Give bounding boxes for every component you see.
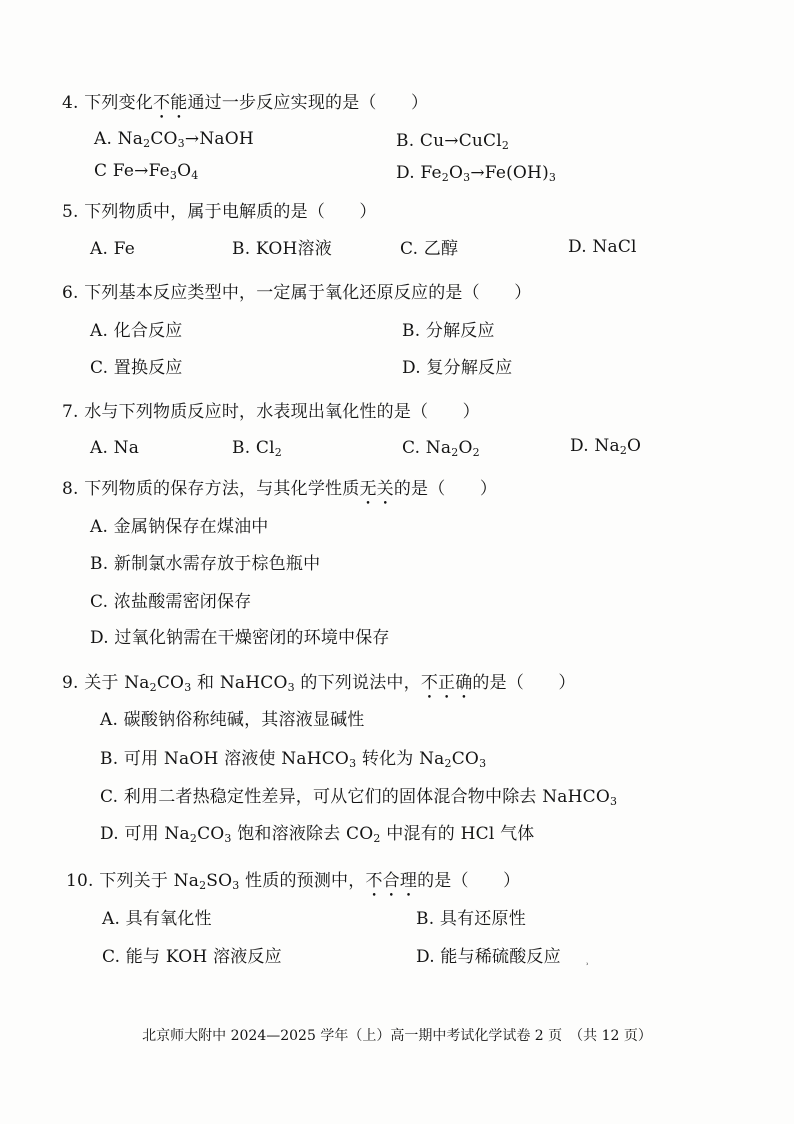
q6-option-c: C. 置换反应 (90, 358, 183, 378)
q5-stem: 5. 下列物质中，属于电解质的是（ ） (62, 202, 377, 222)
q8-option-d: D. 过氧化钠需在干燥密闭的环境中保存 (90, 628, 390, 648)
q7-option-b: B. $Cl_2$ (232, 438, 282, 459)
q9-option-b: B. 可用 NaOH 溶液使 NaHCO$_3$ 转化为 $Na_2CO_3$ (100, 749, 487, 770)
q5-option-a: A. Fe (90, 239, 136, 259)
page-footer: 北京师大附中 2024—2025 学年（上）高一期中考试化学试卷 2 页 （共 12 页） (142, 1028, 652, 1044)
q8-stem-emphasis: 无关 (359, 479, 394, 499)
q7-stem: 7. 水与下列物质反应时，水表现出氧化性的是（ ） (62, 402, 480, 422)
q8-option-b: B. 新制氯水需存放于棕色瓶中 (90, 554, 321, 574)
q4-stem-text: 4. 下列变化 (62, 93, 154, 113)
q4-option-b: B. Cu→CuCl$_2$ (396, 131, 510, 152)
q4-stem-text-end: 通过一步反应实现的是（ ） (187, 93, 429, 113)
q6-stem: 6. 下列基本反应类型中，一定属于氧化还原反应的是（ ） (62, 283, 532, 303)
q5-option-d: D. NaCl (568, 237, 637, 257)
q9-stem: 9. 关于 $Na_2CO_3$ 和 NaHCO$_3$ 的下列说法中，不正确的是（ ） (62, 673, 576, 694)
q10-option-a: A. 具有氧化性 (102, 909, 212, 929)
q5-option-b: B. KOH溶液 (232, 239, 332, 259)
q8-stem: 8. 下列物质的保存方法，与其化学性质无关的是（ ） (62, 479, 498, 499)
q9-stem-emphasis: 不正确 (420, 673, 473, 693)
q4-stem-emphasis: 不能 (153, 93, 188, 113)
q6-option-d: D. 复分解反应 (402, 358, 513, 378)
q10-option-d: D. 能与稀硫酸反应 (416, 947, 561, 967)
q8-option-c: C. 浓盐酸需密闭保存 (90, 592, 252, 612)
q7-option-d: D. $Na_2O$ (570, 436, 642, 457)
scan-mark: ʾ (586, 962, 590, 973)
q5-option-c: C. 乙醇 (400, 239, 459, 259)
q9-option-d: D. 可用 $Na_2CO_3$ 饱和溶液除去 $CO_2$ 中混有的 HCl 气体 (100, 824, 535, 845)
q10-stem-emphasis: 不合理 (365, 871, 418, 891)
q10-option-c: C. 能与 KOH 溶液反应 (102, 947, 282, 967)
q7-option-a: A. Na (90, 438, 140, 458)
q9-option-c: C. 利用二者热稳定性差异，可从它们的固体混合物中除去 NaHCO$_3$ (100, 787, 618, 808)
q4-option-c: C $Fe\to Fe_3O_4$ (94, 161, 199, 182)
q10-stem: 10. 下列关于 $Na_2SO_3$ 性质的预测中，不合理的是（ ） (66, 871, 521, 892)
q8-option-a: A. 金属钠保存在煤油中 (90, 517, 269, 537)
q6-option-b: B. 分解反应 (402, 321, 495, 341)
q4-option-a: A. $Na_2CO_3\to NaOH$ (94, 129, 254, 150)
q4-stem (62, 92, 428, 123)
q10-option-b: B. 具有还原性 (416, 909, 526, 929)
q6-option-a: A. 化合反应 (90, 321, 183, 341)
q4-option-d: D. $Fe_2O_3\to Fe(OH)_3$ (396, 163, 557, 184)
q7-option-c: C. $Na_2O_2$ (402, 438, 480, 459)
q9-option-a: A. 碳酸钠俗称纯碱，其溶液显碱性 (100, 710, 365, 730)
